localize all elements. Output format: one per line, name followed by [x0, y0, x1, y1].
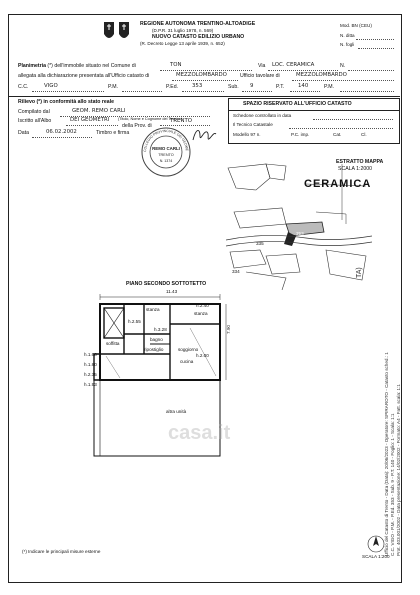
signature [190, 124, 218, 148]
stamp-city: TRENTO [158, 153, 174, 157]
planimetry-label-rest: (*) dell'immobile situato nel Comune di [47, 63, 136, 69]
compilato-label: Compilato dal [18, 109, 50, 115]
map-stripe-band [372, 160, 392, 290]
model-code: Mod. BN (CEU) [340, 23, 372, 28]
height-7: h.2.00 [196, 353, 209, 358]
height-1: h.2.55 [128, 319, 141, 324]
ped-label: P.Ed. [166, 84, 179, 90]
watermark: casa.it [168, 422, 231, 444]
surveyor-stamp [140, 126, 192, 178]
tavolare-value: MEZZOLOMBARDO [296, 72, 347, 78]
allegata-text: allegata alla dichiarazione presentata all'Ufficio catasto di [18, 73, 150, 79]
stamp-ring-text: COLLEGIO PROVINCIALE DEI GEOME [142, 128, 189, 153]
tavolare-label: Ufficio tavolare di [240, 73, 280, 79]
sub-label: Sub. [228, 84, 239, 90]
height-2: h.3.28 [154, 327, 167, 332]
prov-label: della Prov. di [122, 123, 152, 129]
n-label: N. [340, 63, 346, 69]
room-altra: altra unità [166, 409, 187, 414]
office-title: SPAZIO RISERVATO ALL'UFFICIO CATASTO [243, 101, 352, 107]
parcel-353: 353 [296, 231, 304, 236]
title-hint: (Titolo, Nome e Cognome del Tecnico) [118, 117, 183, 121]
room-stanza: stanza [146, 307, 160, 312]
side-meta-3: Prot. 403.001/2002 - Data presentazione: 14/02/2002 - Formato: A4 - Fatt. scala: 1:1 [396, 384, 401, 556]
compilato-value: GEOM. REMO CARLI [72, 108, 126, 114]
pt-value: 140 [298, 83, 309, 89]
side-meta-1: Ufficio del Catasto di Trento - Data (Data): 20/06/2023 - Operatore: SPIRAROTO - Catasto sched.: 1 [384, 352, 389, 556]
pm2-label: P.M. [324, 84, 334, 90]
parcel-334: 334 [232, 269, 240, 274]
n-ditta-label: N. ditta [340, 33, 355, 38]
map-title: ESTRATTO MAPPA [336, 159, 384, 165]
height-3: h.1.60 [84, 352, 97, 357]
office-line-3a: Modello 97 n. [233, 132, 261, 137]
albo-value: DEI GEOMETRI [70, 117, 110, 123]
header-region: REGIONE AUTONOMA TRENTINO-ALTOADIGE [140, 21, 256, 27]
floorplan-title: PIANO SECONDO SOTTOTETTO [126, 281, 207, 287]
parcel-335: 335 [256, 241, 264, 246]
office-line-3d: Cl. [361, 132, 367, 137]
room-cucina: cucina [180, 359, 194, 364]
comune-value: TON [170, 62, 182, 68]
via-value: LOC. CERAMICA [272, 62, 315, 68]
floorplan-width-dim: 11.43 [166, 289, 178, 294]
road-label: TA) [356, 267, 363, 278]
map-scale: SCALA 1:2000 [338, 166, 373, 172]
north-arrow-icon [366, 534, 386, 554]
office-line-3c: Cat. [333, 132, 342, 137]
office-line-1: Schedone controllato in data [233, 113, 292, 118]
height-4: h.1.80 [84, 362, 97, 367]
stamp-number: N. 1374 [159, 159, 173, 163]
planimetry-line-1 [18, 64, 136, 69]
stamp-name: REMO CARLI [152, 146, 180, 151]
header-title: NUOVO CATASTO EDILIZIO URBANO [152, 34, 245, 40]
height-5: h.2.35 [84, 372, 97, 377]
data-value: 06.02.2002 [46, 129, 77, 135]
prov-value: TRENTO [170, 118, 193, 124]
room-bagno: bagno [150, 337, 163, 342]
map-place: CERAMICA [304, 178, 372, 190]
side-meta-2: C.C. VIGO - P.M. - P.Ed. 353 - Sub. 9 - P.T. 140 - Foglio: 1 - Scala: 1:1 [390, 413, 395, 556]
footer-note: (*) Indicare le principali misure esterne [22, 549, 101, 554]
pm-label: P.M. [108, 84, 118, 90]
sub-value: 9 [250, 83, 254, 89]
survey-heading: Rilievo (*) in conformità allo stato reale [18, 99, 114, 105]
height-6: h.1.93 [84, 382, 97, 387]
header-law: (R. Decreto Legge 13 aprile 1939, n. 652) [140, 41, 225, 46]
map-extract [226, 159, 384, 290]
firma-label: Timbro e firma [96, 130, 130, 136]
cc-label: C.C. [18, 84, 29, 90]
via-label: Via [258, 63, 266, 69]
cc-value: VIGO [44, 83, 58, 89]
n-fogli-label: N. fogli [340, 42, 355, 47]
room-soggiorno: soggiorno [178, 347, 199, 352]
ufficio-value: MEZZOLOMBARDO [176, 72, 227, 78]
room-ripostiglio: ripostiglio [144, 347, 164, 352]
room-stanza-2: stanza [194, 311, 208, 316]
planimetry-label: Planimetria [18, 63, 46, 69]
office-line-2: Il Tecnico Catastale [233, 122, 273, 127]
pt-label: P.T. [276, 84, 285, 90]
floorplan-height-dim: 7.90 [226, 325, 231, 334]
ped-value: 353 [192, 83, 203, 89]
regional-emblem-icon [102, 20, 132, 46]
office-reserved-box [228, 98, 400, 144]
iscritto-label: Iscritto all'Albo [18, 118, 52, 124]
room-soffitta: soffitta [106, 341, 120, 346]
data-label: Data [18, 130, 29, 136]
header-decree: (D.P.R. 31 luglio 1978, n. 569) [152, 28, 214, 33]
footer-scale: SCALA 1:200 [362, 554, 390, 559]
height-8: h.2.40 [196, 303, 209, 308]
office-line-3b: P.C. imp. [291, 132, 310, 137]
